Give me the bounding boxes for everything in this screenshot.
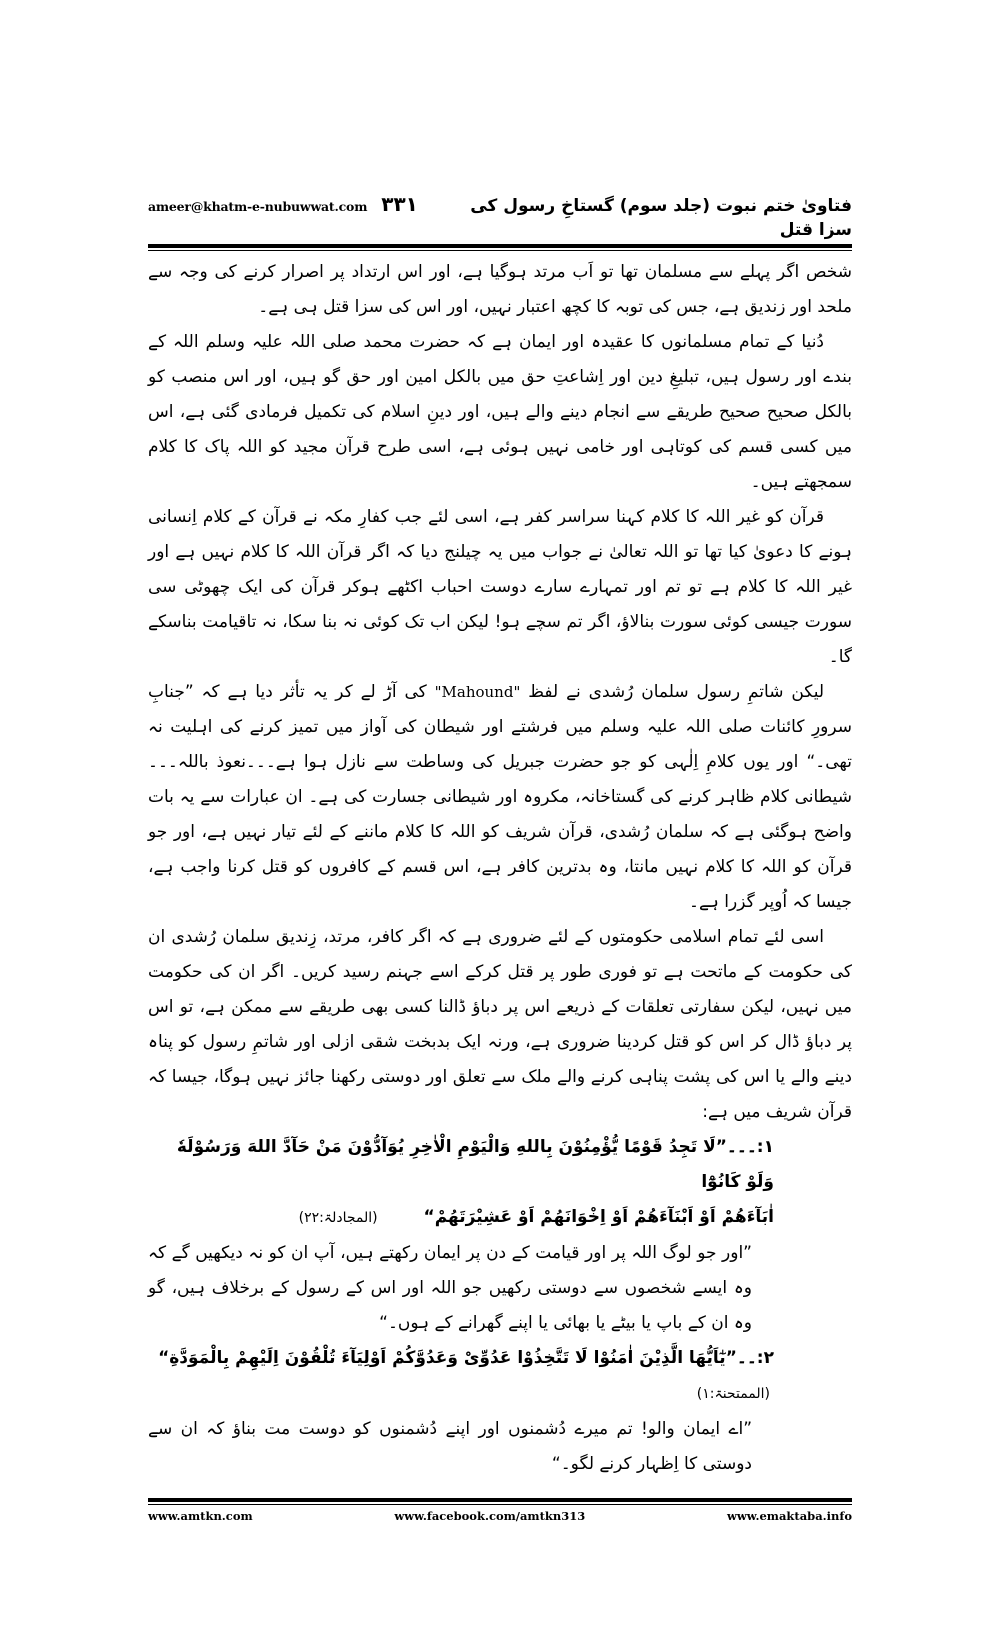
page-footer <box>148 1509 852 1523</box>
paragraph-4-rest: کی آڑ لے کر یہ تأثر دیا ہے کہ ”جنابِ سرورِ کائنات صلی اللہ علیہ وسلم میں فرشتے اور شیطان کی آواز میں تمیز کرنے کی اہلیت نہ تھی۔“ اور یوں کلامِ اِلٰہی کو جو حضرت جبریل کی وساطت سے نازل ہوا ہے۔۔۔نعوذ باللہ۔۔۔شیطانی کلام ظاہر کرنے کی گستاخانہ، مکروہ اور شیطانی جسارت کی ہے۔ ان عبارات سے یہ بات واضح ہوگئی ہے کہ سلمان رُشدی، قرآن شریف کو اللہ کا کلام ماننے کے لئے تیار نہیں ہے، اور جو قرآن کو اللہ کا کلام نہیں مانتا، وہ بدترین کافر ہے، اس قسم کے کافروں کو قتل کرنا واجب ہے، جیسا کہ اُوپر گزرا ہے۔ <box>148 682 852 912</box>
header-rules <box>148 244 852 251</box>
footer-link-facebook[interactable]: www.facebook.com/amtkn313 <box>394 1509 586 1523</box>
quote-2-arabic-text: ”یٰٓاَیُّهَا الَّذِیْنَ اٰمَنُوْا لَا تَتَّخِذُوْا عَدُوِّیْ وَعَدُوَّكُمْ اَوْلِیَآءَ تُلْقُوْنَ اِلَیْهِمْ بِالْمَوَدَّةِ“ <box>158 1348 737 1368</box>
page-body <box>148 255 852 1482</box>
quote-1-reference: (المجادلۃ:۲۲) <box>298 1210 378 1226</box>
quote-2-number: ۲:۔۔ <box>736 1348 774 1368</box>
footer-link-emaktaba[interactable]: www.emaktaba.info <box>726 1509 852 1523</box>
quote-1 <box>148 1130 852 1341</box>
footer-rule-thin <box>148 1504 852 1505</box>
quote-2-translation: ”اے ایمان والو! تم میرے دُشمنوں اور اپنے دُشمنوں کو دوست مت بناؤ کہ ان سے دوستی کا اِظہار کرنے لگو۔“ <box>148 1419 752 1474</box>
quote-1-arabic-line-2 <box>148 1200 852 1236</box>
paragraph-1: شخص اگر پہلے سے مسلمان تھا تو اَب مرتد ہوگیا ہے، اور اس ارتداد پر اصرار کرنے کی وجہ سے ملحد اور زندیق ہے، جس کی توبہ کا کچھ اعتبار نہیں، اور اس کی سزا قتل ہی ہے۔ <box>148 262 852 317</box>
quote-1-translation: ”اور جو لوگ اللہ پر اور قیامت کے دن پر ایمان رکھتے ہیں، آپ ان کو نہ دیکھیں گے کہ وہ ایسے شخصوں سے دوستی رکھیں جو اللہ اور اس کے رسول کے برخلاف ہیں، گو وہ ان کے باپ یا بیٹے یا بھائی یا اپنے گھرانے کے ہوں۔“ <box>148 1243 752 1333</box>
quote-2-reference: (الممتحنۃ:۱) <box>696 1386 770 1402</box>
quote-2 <box>148 1341 852 1482</box>
footer-rule-thick <box>148 1498 852 1502</box>
book-title: فتاویٰ ختم نبوت (جلد سوم) گستاخِ رسول کی سزا قتل <box>470 196 852 240</box>
mahound-term: "Mahound" <box>434 683 521 701</box>
paragraph-3: قرآن کو غیر اللہ کا کلام کہنا سراسر کفر ہے، اسی لئے جب کفارِ مکہ نے قرآن کے کلام اِنسانی ہونے کا دعویٰ کیا تھا تو اللہ تعالیٰ نے جواب میں یہ چیلنج دیا کہ اگر قرآن اللہ کا کلام نہیں ہے اور غیر اللہ کا کلام ہے تو تم اور تمہارے سارے دوست احباب اکٹھے ہوکر قرآن کی ایک چھوٹی سی سورت جیسی کوئی سورت بنالاؤ، اگر تم سچے ہو! لیکن اب تک کوئی نہ بنا سکا، نہ تاقیامت بناسکے گا۔ <box>148 507 852 667</box>
quote-2-arabic-line-1 <box>148 1341 852 1412</box>
footer-link-amtkn[interactable]: www.amtkn.com <box>148 1509 253 1523</box>
paragraph-2: دُنیا کے تمام مسلمانوں کا عقیدہ اور ایمان ہے کہ حضرت محمد صلی اللہ علیہ وسلم اللہ کے بندے اور رسول ہیں، تبلیغِ دین اور اِشاعتِ حق میں بالکل امین اور حق گو ہیں، اور اس منصب کو بالکل صحیح صحیح طریقے سے انجام دینے والے ہیں، اور دینِ اسلام کی تکمیل فرمادی گئی ہے، اس میں کسی قسم کی کوتاہی اور خامی نہیں ہوئی ہے، اسی طرح قرآن مجید کو اللہ پاک کا کلام سمجھتے ہیں۔ <box>148 332 852 492</box>
header-email: ameer@khatm-e-nubuwwat.com <box>148 199 368 214</box>
paragraph-5: اسی لئے تمام اسلامی حکومتوں کے لئے ضروری ہے کہ اگر کافر، مرتد، زِندیق سلمان رُشدی ان کی حکومت کے ماتحت ہے تو فوری طور پر قتل کرکے اسے جہنم رسید کریں۔ اگر ان کی حکومت میں نہیں، لیکن سفارتی تعلقات کے ذریعے اس پر دباؤ ڈالنا کسی بھی طریقے سے ممکن ہے، تو اس پر دباؤ ڈال کر اس کو قتل کردینا ضروری ہے، ورنہ ایک بدبخت شقی ازلی اور شاتمِ رسول کو پناہ دینے والے یا اس کی پشت پناہی کرنے والے ملک سے تعلق اور دوستی رکھنا جائز نہیں ہوگا، جیسا کہ قرآن شریف میں ہے: <box>148 927 852 1122</box>
quote-1-number: ۱:۔۔۔ <box>726 1137 774 1157</box>
paragraph-4 <box>148 675 852 920</box>
book-page <box>148 0 852 1643</box>
paragraph-4-start: لیکن شاتمِ رسول سلمان رُشدی نے لفظ <box>528 682 825 702</box>
quote-1-arabic-text-2: اٰبَآءَهُمْ اَوْ اَبْنَآءَهُمْ اَوْ اِخْوَانَهُمْ اَوْ عَشِیْرَتَهُمْ“ <box>423 1207 774 1227</box>
page-number: ۳۳۱ <box>381 192 418 216</box>
page-header <box>148 192 852 242</box>
quote-1-arabic-text-1: ”لَا تَجِدُ قَوْمًا یُّؤْمِنُوْنَ بِاللهِ وَالْیَوْمِ الْاٰخِرِ یُوَآدُّوْنَ مَنْ حَآدَّ اللهَ وَرَسُوْلَهٗ وَلَوْ كَانُوْٓا <box>176 1137 774 1192</box>
header-rule-thick <box>148 244 852 248</box>
quote-1-arabic-line-1 <box>148 1130 852 1200</box>
footer-section <box>148 1498 852 1523</box>
header-rule-thin <box>148 250 852 251</box>
